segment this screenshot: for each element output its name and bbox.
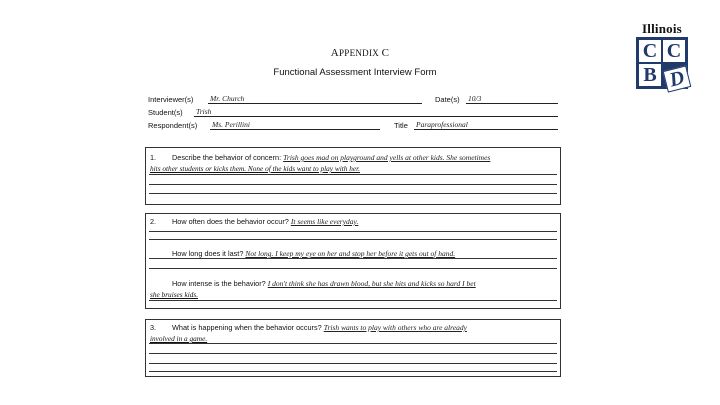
logo-letter-c1: C — [639, 40, 661, 62]
date-label: Date(s) — [435, 95, 460, 104]
date-value: 10/3 — [468, 94, 482, 103]
question-2-text: How often does the behavior occur? — [172, 217, 289, 226]
title-value: Paraprofessional — [416, 120, 468, 129]
question-2-duration-answer: Not long. I keep my eye on her and stop her before it gets out of hand. — [245, 249, 456, 258]
rule — [149, 184, 557, 185]
respondent-label: Respondent(s) — [148, 121, 198, 130]
question-2-intensity — [172, 279, 476, 288]
interviewer-value: Mr. Church — [210, 94, 245, 103]
rule — [149, 174, 557, 175]
interviewer-label: Interviewer(s) — [148, 95, 194, 104]
question-1-number: 1. — [150, 153, 157, 162]
appendix-first-letter: A — [330, 47, 339, 59]
question-2-intensity-text: How intense is the behavior? — [172, 279, 266, 288]
question-3-box — [145, 319, 561, 377]
question-3-number: 3. — [150, 323, 157, 332]
rule — [149, 343, 557, 344]
question-1-text: Describe the behavior of concern: — [172, 153, 282, 162]
respondent-field[interactable] — [210, 119, 380, 130]
question-2-number: 2. — [150, 217, 157, 226]
rule — [149, 363, 557, 364]
logo-letter-d: D — [663, 65, 692, 92]
question-2-intensity-answer-cont: she bruises kids. — [150, 290, 199, 299]
title-field[interactable] — [414, 119, 558, 130]
question-1-answer: Trish goes mad on playground and yells at other kids. She sometimes — [283, 153, 491, 162]
title-label: Title — [394, 121, 408, 130]
rule — [149, 353, 557, 354]
interviewer-field[interactable] — [208, 93, 422, 104]
question-2 — [150, 217, 358, 226]
appendix-heading — [0, 47, 720, 59]
rule — [149, 371, 557, 372]
rule — [149, 193, 557, 194]
appendix-letter: C — [381, 47, 390, 59]
question-2-box — [145, 213, 561, 309]
student-label: Student(s) — [148, 108, 183, 117]
form-title: Functional Assessment Interview Form — [273, 67, 437, 78]
date-field[interactable] — [466, 93, 558, 104]
question-2-intensity-answer: I don't think she has drawn blood, but she hits and kicks so hard I bet — [267, 279, 476, 288]
logo-letter-b: B — [639, 64, 661, 86]
rule — [149, 268, 557, 269]
question-1-answer-cont: hits other students or kicks them. None of the kids want to play with her. — [150, 164, 360, 173]
rule — [149, 231, 557, 232]
question-1-box — [145, 147, 561, 205]
rule — [149, 258, 557, 259]
respondent-value: Ms. Perillini — [212, 120, 250, 129]
rule — [149, 239, 557, 240]
student-value: Trish — [196, 107, 212, 116]
question-2-answer: It seems like everyday. — [290, 217, 359, 226]
appendix-rest: PPENDIX — [338, 48, 382, 58]
question-1 — [150, 153, 490, 162]
question-3 — [150, 323, 467, 332]
question-3-text: What is happening when the behavior occurs? — [172, 323, 322, 332]
question-3-answer: Trish wants to play with others who are already — [323, 323, 467, 332]
question-2-duration — [172, 249, 455, 258]
logo-grid — [636, 37, 688, 92]
question-2-duration-text: How long does it last? — [172, 249, 244, 258]
logo-title: Illinois — [642, 21, 682, 36]
student-field[interactable] — [194, 106, 558, 117]
logo-letter-c2: C — [663, 40, 685, 62]
question-3-answer-cont: involved in a game. — [150, 334, 208, 343]
rule — [149, 300, 557, 301]
